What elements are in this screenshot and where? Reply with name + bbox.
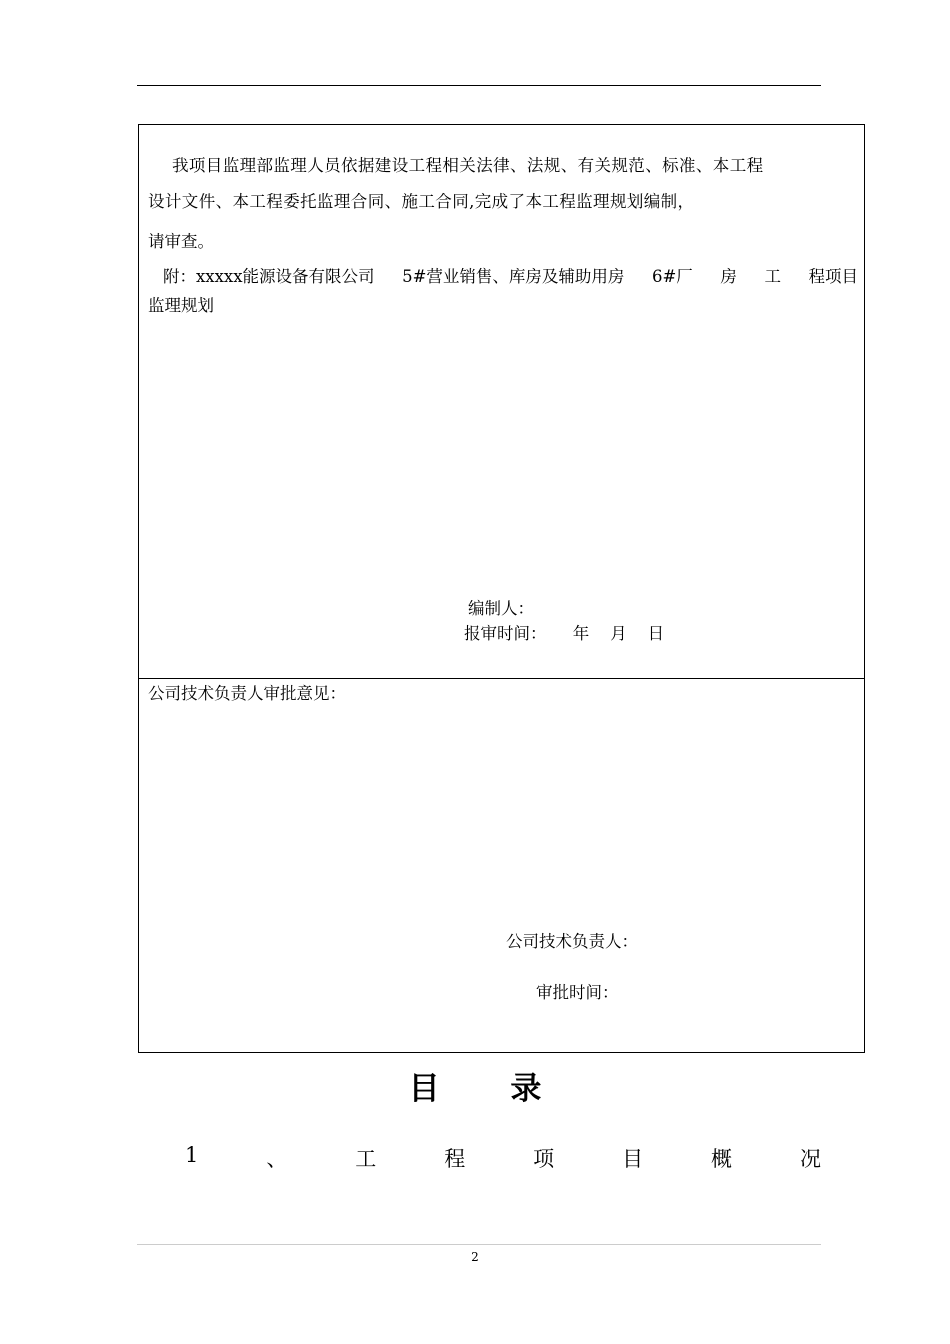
letter-line-1: 我项目监理部监理人员依据建设工程相关法律、法规、有关规范、标准、本工程 xyxy=(172,156,764,175)
toc-title-char: 目 xyxy=(408,1071,440,1107)
attachment-part: 程项目 xyxy=(808,267,858,286)
attachment-part: 5#营业销售、库房及辅助用房 xyxy=(402,267,625,286)
submission-box xyxy=(138,124,865,679)
letter-body xyxy=(148,155,860,213)
toc-entry-char: 目 xyxy=(622,1147,644,1171)
toc-entry-char: 、 xyxy=(266,1147,288,1171)
toc-title xyxy=(0,1063,950,1108)
letter-line-2: 设计文件、本工程委托监理合同、施工合同,完成了本工程监理规划编制， xyxy=(148,192,695,211)
toc-entry-char: 程 xyxy=(444,1147,466,1171)
submit-date-label: 报审时间： 年 月 日 xyxy=(464,624,665,643)
approval-date-label: 审批时间： xyxy=(536,983,619,1002)
approval-box xyxy=(138,678,865,1053)
attachment-part: 工 xyxy=(764,267,781,286)
attachment-part: 附：xxxxx能源设备有限公司 xyxy=(163,267,375,286)
approval-signer-label: 公司技术负责人： xyxy=(506,932,638,951)
attachment-part: 房 xyxy=(720,267,737,286)
page-number: 2 xyxy=(471,1250,479,1264)
toc-entry-char: 1 xyxy=(185,1143,199,1167)
preparer-label: 编制人： xyxy=(468,599,534,618)
toc-entry-char: 概 xyxy=(711,1147,732,1171)
toc-entry-1[interactable] xyxy=(185,1143,821,1173)
toc-title-char: 录 xyxy=(510,1071,542,1107)
footer-rule xyxy=(137,1244,821,1245)
letter-line-3: 请审查。 xyxy=(148,232,214,251)
attachment-part: 6#厂 xyxy=(651,267,693,286)
attachment-line xyxy=(148,266,858,288)
approval-title: 公司技术负责人审批意见： xyxy=(148,684,346,703)
toc-entry-char: 项 xyxy=(533,1147,555,1171)
toc-entry-char: 况 xyxy=(799,1147,821,1171)
attachment-line-2: 监理规划 xyxy=(148,296,214,315)
toc-entry-char: 工 xyxy=(355,1147,377,1171)
header-rule xyxy=(137,85,821,86)
